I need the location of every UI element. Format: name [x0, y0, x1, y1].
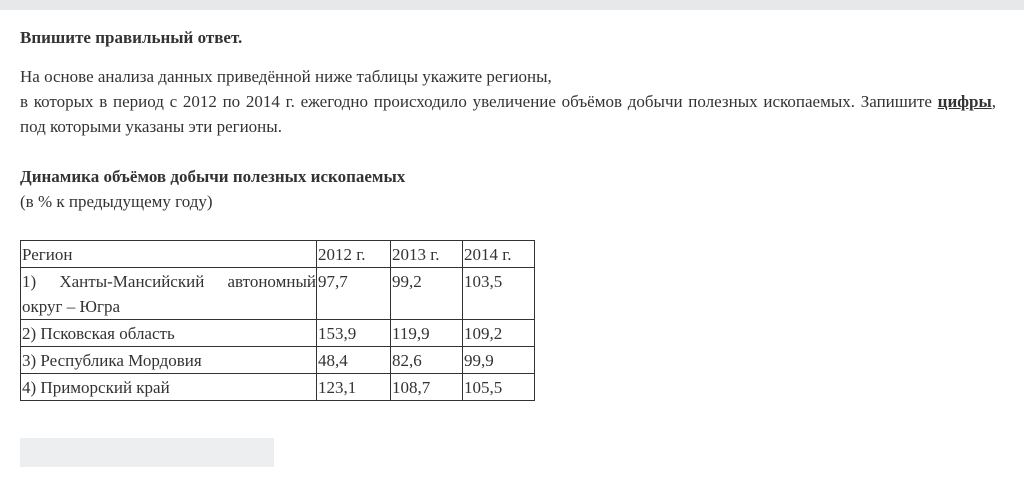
table-subtitle: (в % к предыдущему году) — [20, 192, 213, 211]
table-row — [21, 320, 535, 347]
table-row — [21, 374, 535, 401]
answer-input[interactable] — [20, 438, 274, 467]
region-cell: 3) Республика Мордовия — [21, 347, 317, 374]
value-cell: 103,5 — [463, 268, 535, 320]
task-line-1: На основе анализа данных приведённой ниже таблицы укажите регионы, — [20, 67, 552, 86]
task-line-2-end: , под которыми указаны эти регионы. — [20, 92, 996, 136]
question-content — [20, 22, 996, 397]
data-table — [20, 240, 535, 401]
value-cell: 97,7 — [317, 268, 391, 320]
value-cell: 82,6 — [391, 347, 463, 374]
value-cell: 48,4 — [317, 347, 391, 374]
digits-word: цифры — [937, 92, 992, 111]
header-region: Регион — [21, 241, 317, 268]
table-row — [21, 268, 535, 320]
task-line-2: в которых в период с 2012 по 2014 г. ежегодно происходило увеличение объёмов добычи полезных ископаемых. Запишите — [20, 92, 938, 111]
value-cell: 109,2 — [463, 320, 535, 347]
table-title: Динамика объёмов добычи полезных ископаемых — [20, 167, 406, 186]
region-cell: 4) Приморский край — [21, 374, 317, 401]
table-header-row — [21, 241, 535, 268]
value-cell: 108,7 — [391, 374, 463, 401]
instruction-text: Впишите правильный ответ. — [20, 28, 243, 47]
value-cell: 119,9 — [391, 320, 463, 347]
region-cell: 1) Ханты-Мансийский автономный округ – Югра — [21, 268, 317, 320]
table-row — [21, 347, 535, 374]
task-text — [20, 64, 996, 139]
value-cell: 123,1 — [317, 374, 391, 401]
value-cell: 99,2 — [391, 268, 463, 320]
header-2012: 2012 г. — [317, 241, 391, 268]
value-cell: 99,9 — [463, 347, 535, 374]
region-cell: 2) Псковская область — [21, 320, 317, 347]
header-2014: 2014 г. — [463, 241, 535, 268]
top-bar — [0, 0, 1024, 10]
header-2013: 2013 г. — [391, 241, 463, 268]
value-cell: 105,5 — [463, 374, 535, 401]
value-cell: 153,9 — [317, 320, 391, 347]
